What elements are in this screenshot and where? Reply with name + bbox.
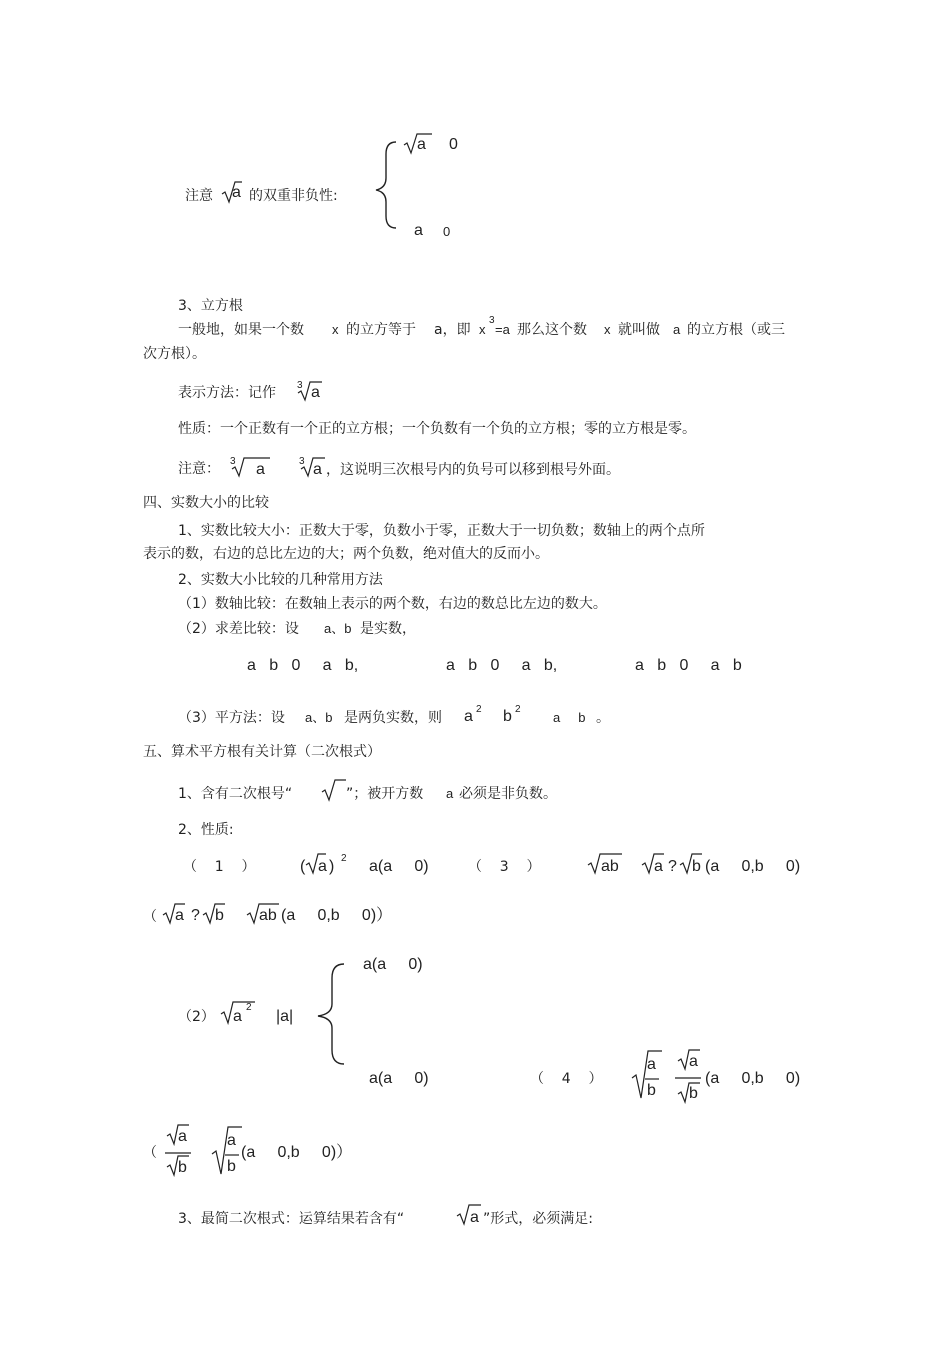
- fraction-bar: [165, 1152, 193, 1154]
- property3-label: （ 3 ）: [468, 859, 541, 875]
- property3r-dot: ?: [191, 907, 200, 924]
- property4-rden: b: [689, 1085, 698, 1102]
- nonneg-suffix: 的双重非负性:: [249, 188, 338, 204]
- nonneg-radicand: a: [232, 184, 241, 201]
- item2: 2、实数大小比较的几种常用方法: [178, 572, 383, 588]
- item2-label: 2、性质:: [178, 822, 234, 838]
- method2-vars: a、b: [324, 621, 352, 636]
- method3-vars: a、b: [305, 710, 333, 725]
- method1: （1）数轴比较：在数轴上表示的两个数，右边的数总比左边的数大。: [178, 596, 607, 612]
- property2-case1: a(a 0): [363, 956, 423, 973]
- def-a1: a，即: [434, 322, 471, 338]
- def-exp: 3: [489, 315, 495, 326]
- fraction-bar: [225, 1154, 241, 1156]
- method2-suffix: 是实数，: [360, 621, 416, 637]
- property4-rnum: a: [689, 1053, 698, 1070]
- cube-note-label: 注意：: [178, 461, 220, 477]
- method3-exp1: 2: [476, 704, 482, 715]
- cube-root-heading: 3、立方根: [178, 298, 243, 314]
- section5-heading: 五、算术平方根有关计算（二次根式）: [143, 744, 381, 760]
- property2-radicand: a: [233, 1008, 242, 1025]
- fraction-bar: [675, 1077, 703, 1079]
- property4-label: （ 4 ）: [530, 1071, 603, 1087]
- property4r-num: a: [227, 1132, 236, 1149]
- nonneg-case2-val: 0: [443, 224, 451, 239]
- item1-line2: 表示的数，右边的总比左边的大；两个负数，绝对值大的反而小。: [143, 546, 549, 562]
- property4r-open: （: [143, 1145, 157, 1161]
- cube-note-text: ，这说明三次根号内的负号可以移到根号外面。: [326, 462, 620, 478]
- method3-b: b: [503, 708, 512, 725]
- property4-num: a: [647, 1056, 656, 1073]
- nonneg-case2-var: a: [414, 222, 423, 239]
- property1-close: ): [329, 858, 335, 875]
- nonneg-case1-radicand: a: [417, 136, 426, 153]
- property4r-condition: (a 0,b 0)）: [241, 1144, 353, 1161]
- difference-formula-3: a b 0 a b: [635, 657, 742, 674]
- property4r-den: b: [227, 1158, 236, 1175]
- property2-label: （2）: [178, 1009, 215, 1025]
- def-part3: 那么这个数: [517, 322, 587, 338]
- def-part1: 一般地，如果一个数: [178, 322, 304, 338]
- property3r-rb: b: [215, 907, 224, 924]
- item1-part3: 必须是非负数。: [459, 786, 557, 802]
- property3r-condition: (a 0,b 0)）: [281, 907, 393, 924]
- item3-part1: 3、最简二次根式：运算结果若含有“: [178, 1211, 405, 1227]
- method3-exp2: 2: [515, 704, 521, 715]
- item1-a: a: [446, 786, 454, 801]
- cube-note-index1: 3: [230, 456, 236, 467]
- item1-part1: 1、含有二次根号“: [178, 786, 293, 802]
- property4r-rden: b: [178, 1159, 187, 1176]
- cube-note-radicand2: a: [313, 461, 322, 478]
- cube-root-symbol: [232, 457, 272, 479]
- def-part2: 的立方等于: [346, 322, 416, 338]
- nonneg-case1-val: 0: [449, 136, 458, 153]
- fraction-bar: [645, 1078, 661, 1080]
- property3-rb: b: [692, 858, 701, 875]
- cube-root-property: 性质：一个正数有一个正的立方根；一个负数有一个负的立方根；零的立方根是零。: [178, 421, 696, 437]
- difference-formula-2: a b 0 a b,: [446, 657, 558, 674]
- left-brace: [370, 140, 400, 230]
- method3-result: a b: [553, 710, 586, 725]
- left-brace: [312, 962, 348, 1066]
- def-x2: x: [604, 322, 611, 337]
- item3-part2: ”形式，必须满足:: [483, 1211, 593, 1227]
- property3-dot: ?: [668, 858, 677, 875]
- notation-radicand: a: [311, 384, 320, 401]
- property2-case2: a(a 0): [369, 1070, 429, 1087]
- property3r-ra: a: [175, 907, 184, 924]
- notation-index: 3: [297, 380, 303, 391]
- property4-den: b: [647, 1082, 656, 1099]
- method3-mid: 是两负实数，则: [344, 710, 442, 726]
- cube-note-radicand1: a: [256, 461, 265, 478]
- property4-condition: (a 0,b 0): [705, 1070, 801, 1087]
- def-eq: =a: [495, 322, 510, 337]
- property1-label: （ 1 ）: [183, 859, 256, 875]
- property3r-open: （: [143, 909, 157, 925]
- def-line2: 次方根）。: [143, 346, 206, 362]
- property3-ra: a: [654, 858, 663, 875]
- property1-radicand: a: [318, 858, 327, 875]
- cube-note-index2: 3: [299, 456, 305, 467]
- method3-end: 。: [596, 710, 610, 726]
- property1-open: (: [300, 858, 306, 875]
- property1-exp: 2: [341, 853, 347, 864]
- def-x3: x: [479, 322, 486, 337]
- property2-abs: |a|: [276, 1008, 294, 1025]
- item1-line1: 1、实数比较大小：正数大于零，负数小于零，正数大于一切负数；数轴上的两个点所: [178, 523, 705, 539]
- method2-label: （2）求差比较：设: [178, 621, 299, 637]
- def-part4: 就叫做: [618, 322, 660, 338]
- difference-formula-1: a b 0 a b,: [247, 657, 359, 674]
- method3-label: （3）平方法：设: [178, 710, 285, 726]
- nonneg-prefix: 注意: [185, 188, 213, 204]
- property3-radicand: ab: [601, 858, 619, 875]
- property2-exp: 2: [246, 1002, 252, 1013]
- property1-result: a(a 0): [369, 858, 429, 875]
- property3r-rab: ab: [259, 907, 277, 924]
- property4r-rnum: a: [178, 1128, 187, 1145]
- method3-a: a: [464, 708, 473, 725]
- item3-radicand: a: [470, 1209, 479, 1226]
- item1-part2: ”；被开方数: [346, 786, 424, 802]
- def-a2: a: [673, 322, 681, 337]
- section4-heading: 四、实数大小的比较: [143, 495, 269, 511]
- def-x1: x: [332, 322, 339, 337]
- property3-condition: (a 0,b 0): [705, 858, 801, 875]
- def-part5: 的立方根（或三: [687, 322, 785, 338]
- notation-label: 表示方法：记作: [178, 385, 276, 401]
